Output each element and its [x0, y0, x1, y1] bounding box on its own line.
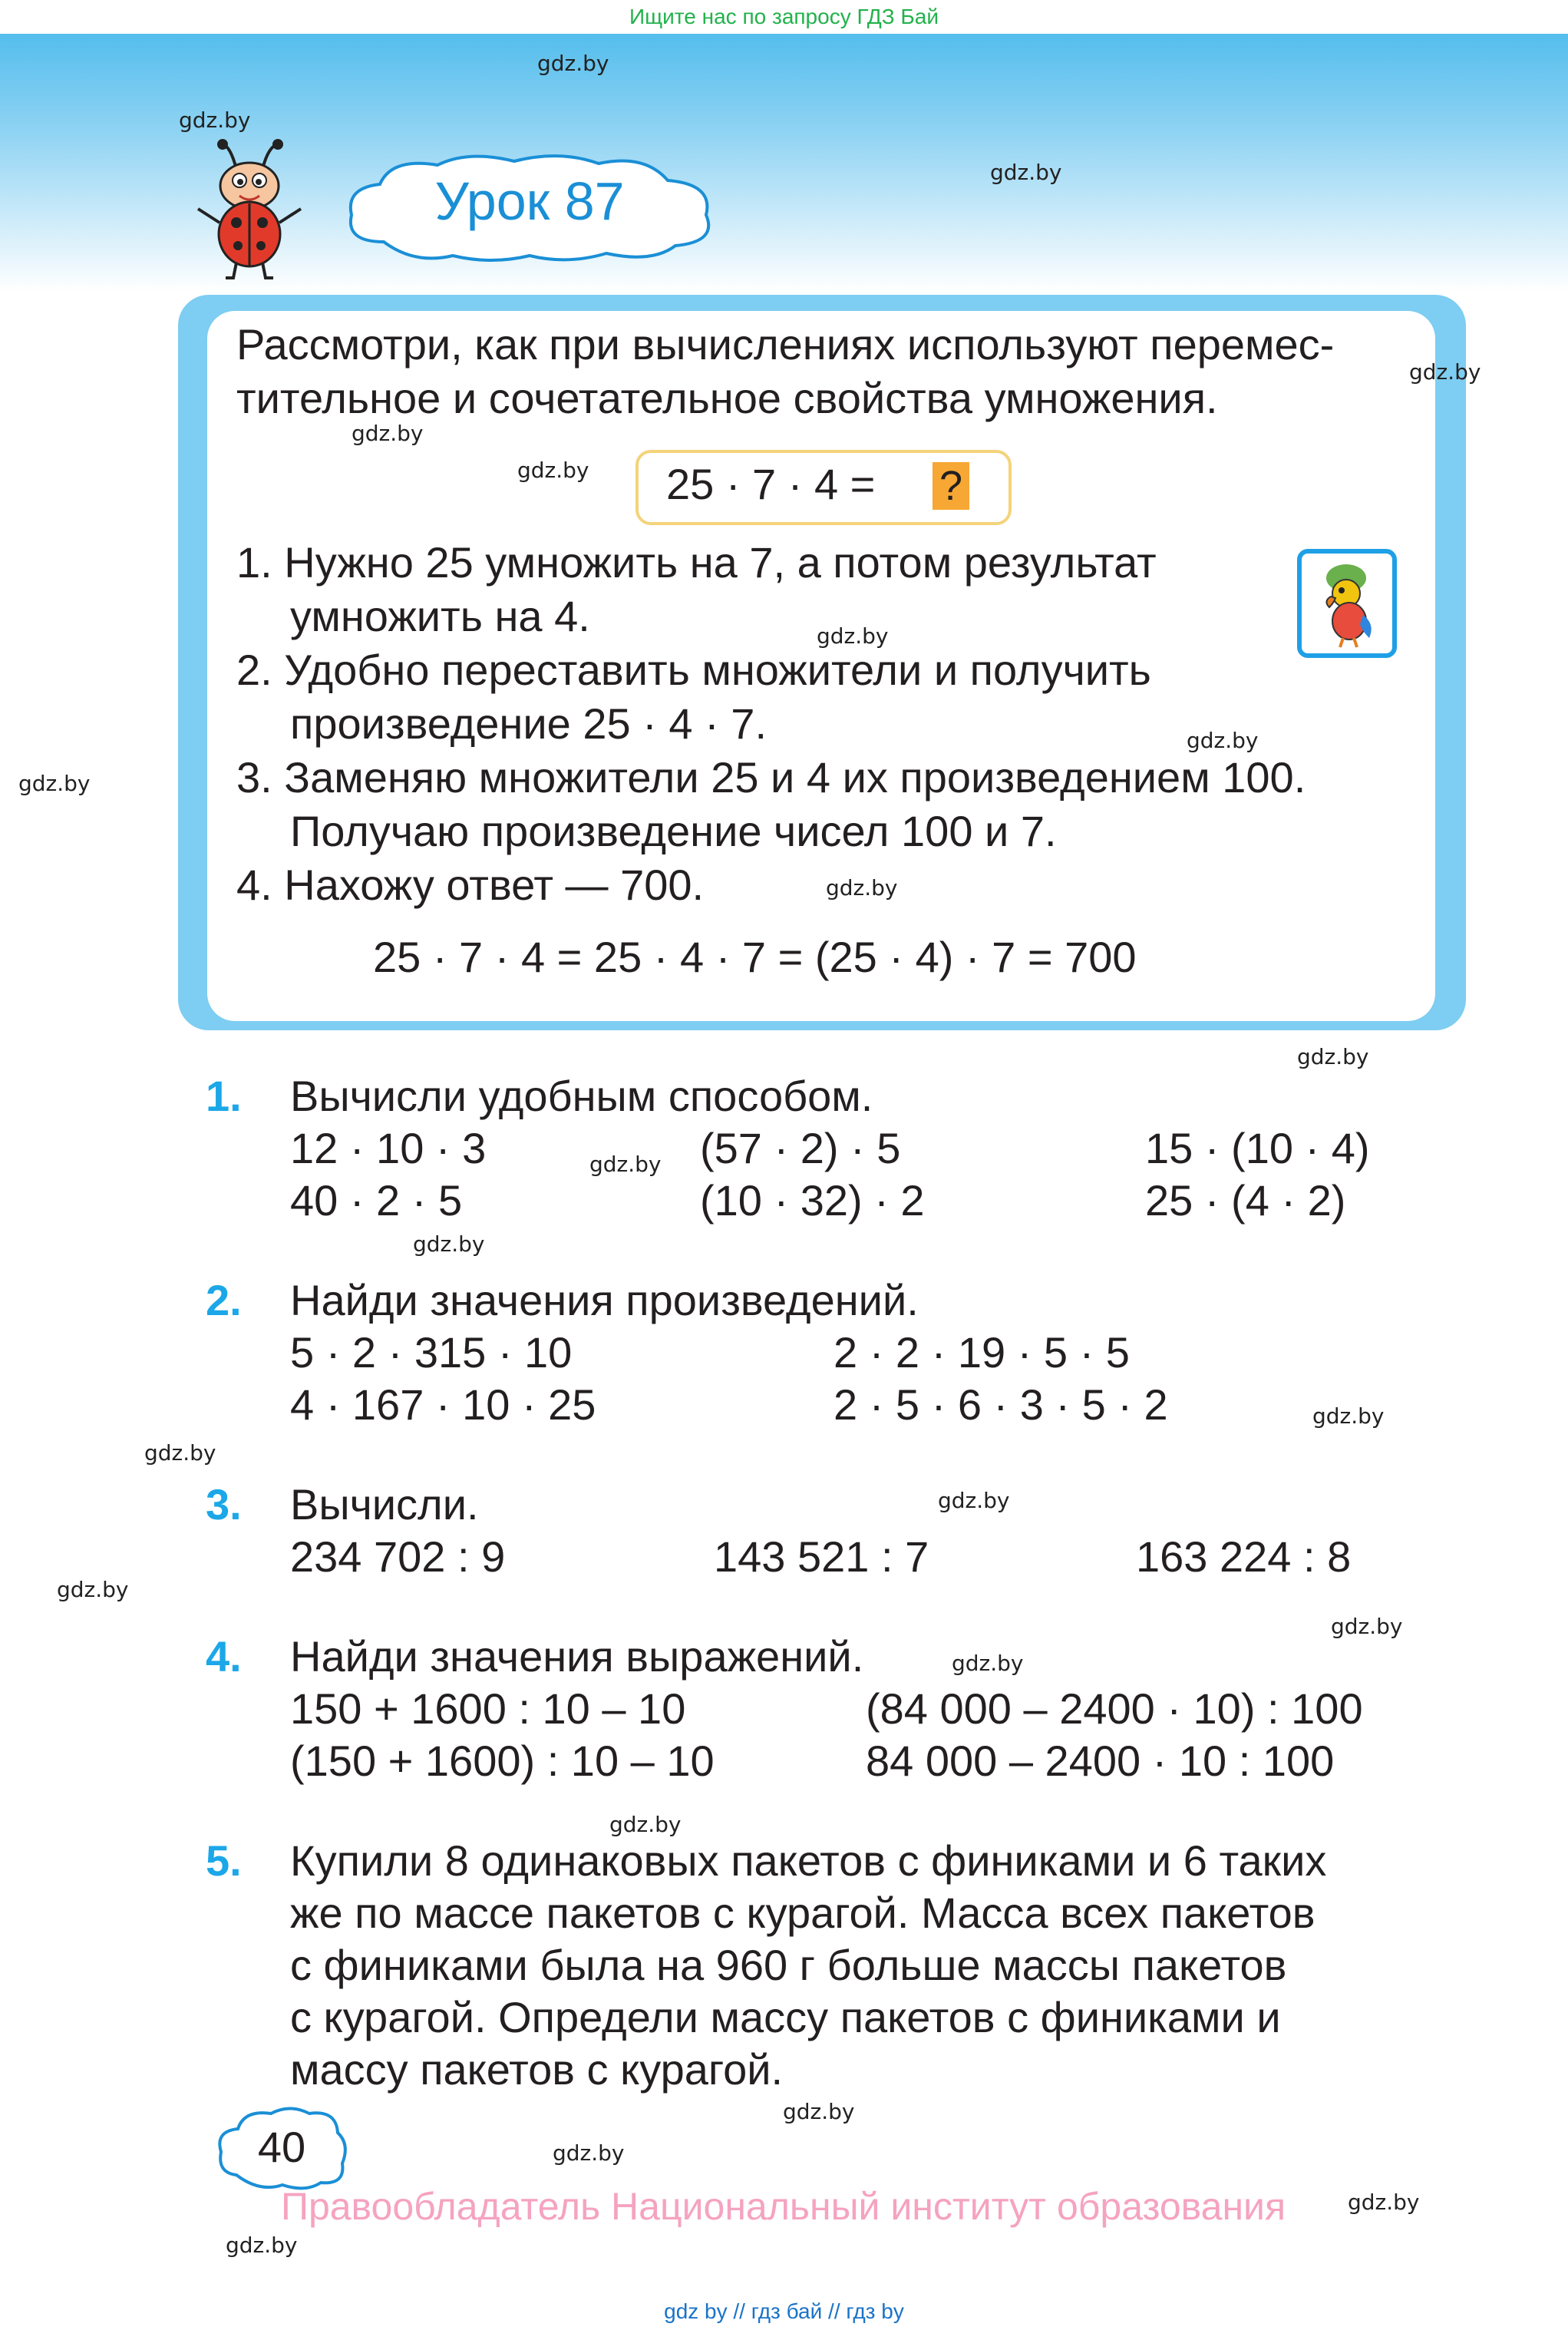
ladybug-icon [192, 138, 307, 280]
task-1-expr: (10 · 32) · 2 [700, 1176, 925, 1225]
watermark: gdz.by [1187, 728, 1259, 753]
watermark: gdz.by [144, 1440, 216, 1466]
top-banner[interactable]: Ищите нас по запросу ГДЗ Бай [0, 0, 1568, 34]
task-1-expr: 12 · 10 · 3 [290, 1124, 487, 1172]
question-mark-badge: ? [933, 462, 969, 510]
rule-intro-line2: тительное и сочетательное свойства умножения. [236, 374, 1218, 422]
watermark: gdz.by [18, 771, 91, 796]
task-2-expr: 2 · 2 · 19 · 5 · 5 [834, 1328, 1130, 1377]
task-1-number: 1. [206, 1072, 242, 1120]
task-3-number: 3. [206, 1480, 242, 1529]
rule-step-2a: 2. Удобно переставить множители и получить [236, 646, 1151, 694]
rule-step-3a: 3. Заменяю множители 25 и 4 их произведением 100. [236, 753, 1306, 801]
parrot-icon [1302, 554, 1392, 653]
watermark: gdz.by [179, 107, 251, 133]
watermark: gdz.by [226, 2233, 298, 2258]
watermark: gdz.by [57, 1577, 129, 1602]
lesson-title: Урок 87 [434, 171, 625, 231]
task-1-title: Вычисли удобным способом. [290, 1072, 873, 1120]
watermark: gdz.by [1297, 1044, 1369, 1069]
task-1-expr: 25 · (4 · 2) [1145, 1176, 1346, 1225]
watermark: gdz.by [817, 623, 889, 649]
task-1-expr: (57 · 2) · 5 [700, 1124, 901, 1172]
task-5-line: Купили 8 одинаковых пакетов с финиками и 6 таких [290, 1836, 1327, 1885]
task-2-expr: 4 · 167 · 10 · 25 [290, 1380, 596, 1429]
task-5-line: с финиками была на 960 г больше массы пакетов [290, 1941, 1287, 1989]
task-4-expr: (84 000 – 2400 · 10) : 100 [866, 1684, 1363, 1733]
watermark: gdz.by [1331, 1614, 1403, 1639]
task-3-expr: 143 521 : 7 [714, 1532, 929, 1581]
rule-equation: 25 · 7 · 4 = [666, 460, 876, 508]
task-4-title: Найди значения выражений. [290, 1632, 864, 1681]
rule-intro-line1: Рассмотри, как при вычислениях используют перемес- [236, 320, 1335, 369]
watermark: gdz.by [783, 2099, 855, 2124]
task-3-expr: 163 224 : 8 [1136, 1532, 1352, 1581]
task-5-number: 5. [206, 1836, 242, 1885]
watermark: gdz.by [952, 1651, 1024, 1676]
watermark: gdz.by [990, 160, 1062, 185]
watermark: gdz.by [1348, 2190, 1420, 2215]
task-2-number: 2. [206, 1276, 242, 1324]
watermark: gdz.by [938, 1488, 1010, 1513]
task-2-title: Найди значения произведений. [290, 1276, 919, 1324]
watermark: gdz.by [589, 1152, 662, 1177]
task-5-line: массу пакетов с курагой. [290, 2045, 784, 2094]
watermark: gdz.by [517, 458, 589, 483]
task-5-line: же по массе пакетов с курагой. Масса всех пакетов [290, 1889, 1315, 1937]
rule-step-2b: произведение 25 · 4 · 7. [290, 699, 767, 748]
task-2-expr: 5 · 2 · 315 · 10 [290, 1328, 573, 1377]
watermark: gdz.by [352, 421, 424, 446]
copyright-notice: Правообладатель Национальный институт образования [281, 2185, 1286, 2228]
footer-links[interactable]: gdz by // гдз бай // гдз by [664, 2299, 904, 2323]
rule-summary: 25 · 7 · 4 = 25 · 4 · 7 = (25 · 4) · 7 = 700 [373, 933, 1137, 981]
task-4-expr: 150 + 1600 : 10 – 10 [290, 1684, 686, 1733]
task-3-title: Вычисли. [290, 1480, 479, 1529]
rule-step-3b: Получаю произведение чисел 100 и 7. [290, 807, 1057, 855]
task-5-line: с курагой. Определи массу пакетов с финиками и [290, 1993, 1281, 2041]
task-1-expr: 40 · 2 · 5 [290, 1176, 463, 1225]
watermark: gdz.by [826, 875, 898, 901]
page-number: 40 [257, 2123, 306, 2171]
watermark: gdz.by [553, 2140, 625, 2166]
task-1-expr: 15 · (10 · 4) [1145, 1124, 1370, 1172]
watermark: gdz.by [1312, 1403, 1385, 1429]
task-4-expr: (150 + 1600) : 10 – 10 [290, 1737, 715, 1785]
task-2-expr: 2 · 5 · 6 · 3 · 5 · 2 [834, 1380, 1168, 1429]
rule-step-1a: 1. Нужно 25 умножить на 7, а потом результат [236, 538, 1157, 587]
task-3-expr: 234 702 : 9 [290, 1532, 506, 1581]
rule-step-1b: умножить на 4. [290, 592, 590, 640]
watermark: gdz.by [413, 1231, 485, 1257]
task-4-number: 4. [206, 1632, 242, 1681]
watermark: gdz.by [609, 1812, 682, 1837]
rule-step-4: 4. Нахожу ответ — 700. [236, 861, 705, 909]
watermark: gdz.by [537, 51, 609, 76]
parrot-icon-frame [1297, 549, 1397, 658]
watermark: gdz.by [1409, 359, 1481, 385]
task-4-expr: 84 000 – 2400 · 10 : 100 [866, 1737, 1335, 1785]
